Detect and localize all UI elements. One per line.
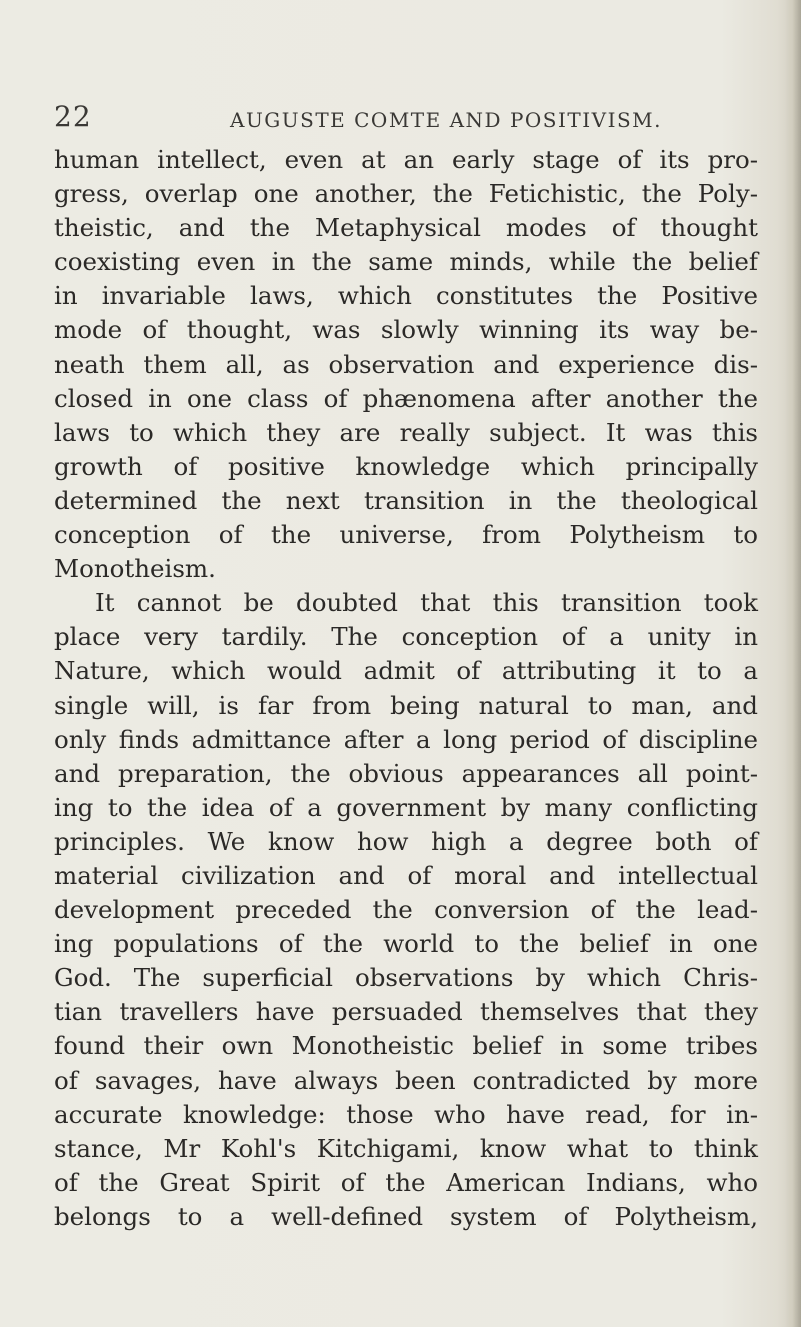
text-line: belongs to a well-defined system of Polytheism,	[54, 1201, 758, 1231]
text-line: and preparation, the obvious appearances all point-	[54, 758, 758, 788]
text-line: determined the next transition in the theological	[54, 485, 758, 515]
running-head	[54, 100, 754, 140]
text-line: ing to the idea of a government by many conflicting	[54, 792, 758, 822]
text-line: coexisting even in the same minds, while the belief	[54, 247, 758, 277]
text-line: laws to which they are really subject. It was this	[54, 417, 758, 447]
text-line: gress, overlap one another, the Fetichistic, the Poly-	[54, 179, 758, 209]
text-line: growth of positive knowledge which principally	[54, 451, 758, 481]
running-head-title: AUGUSTE COMTE AND POSITIVISM.	[230, 108, 663, 132]
text-line: of the Great Spirit of the American Indians, who	[54, 1167, 758, 1197]
page-edge-shadow	[785, 0, 801, 1327]
paragraph-start-line: It cannot be doubted that this transition took	[95, 588, 758, 618]
text-line: stance, Mr Kohl's Kitchigami, know what to think	[54, 1133, 758, 1163]
text-line: material civilization and of moral and intellectual	[54, 860, 758, 890]
text-line: theistic, and the Metaphysical modes of thought	[54, 213, 758, 243]
text-line: God. The superficial observations by which Chris-	[54, 963, 758, 993]
page-number: 22	[54, 100, 92, 133]
paragraph-end-line: Monotheism.	[54, 554, 216, 584]
text-line: human intellect, even at an early stage of its pro-	[54, 145, 758, 174]
text-line: mode of thought, was slowly winning its way be-	[54, 315, 758, 345]
text-line: principles. We know how high a degree both of	[54, 826, 758, 856]
text-line: of savages, have always been contradicted by more	[54, 1065, 758, 1095]
text-line: found their own Monotheistic belief in some tribes	[54, 1031, 758, 1061]
text-line: conception of the universe, from Polytheism to	[54, 520, 758, 550]
text-line: single will, is far from being natural to man, and	[54, 690, 758, 720]
text-line: only finds admittance after a long period of discipline	[54, 724, 758, 754]
text-line: Nature, which would admit of attributing it to a	[54, 656, 758, 686]
text-line: tian travellers have persuaded themselves that they	[54, 997, 758, 1027]
text-line: development preceded the conversion of the lead-	[54, 895, 758, 925]
text-line: in invariable laws, which constitutes the Positive	[54, 281, 758, 311]
text-line: accurate knowledge: those who have read, for in-	[54, 1099, 758, 1129]
text-line: ing populations of the world to the belief in one	[54, 929, 758, 959]
text-line: place very tardily. The conception of a unity in	[54, 622, 758, 652]
text-line: closed in one class of phænomena after another the	[54, 383, 758, 413]
text-line: neath them all, as observation and experience dis-	[54, 349, 758, 379]
body-text	[54, 143, 758, 1234]
